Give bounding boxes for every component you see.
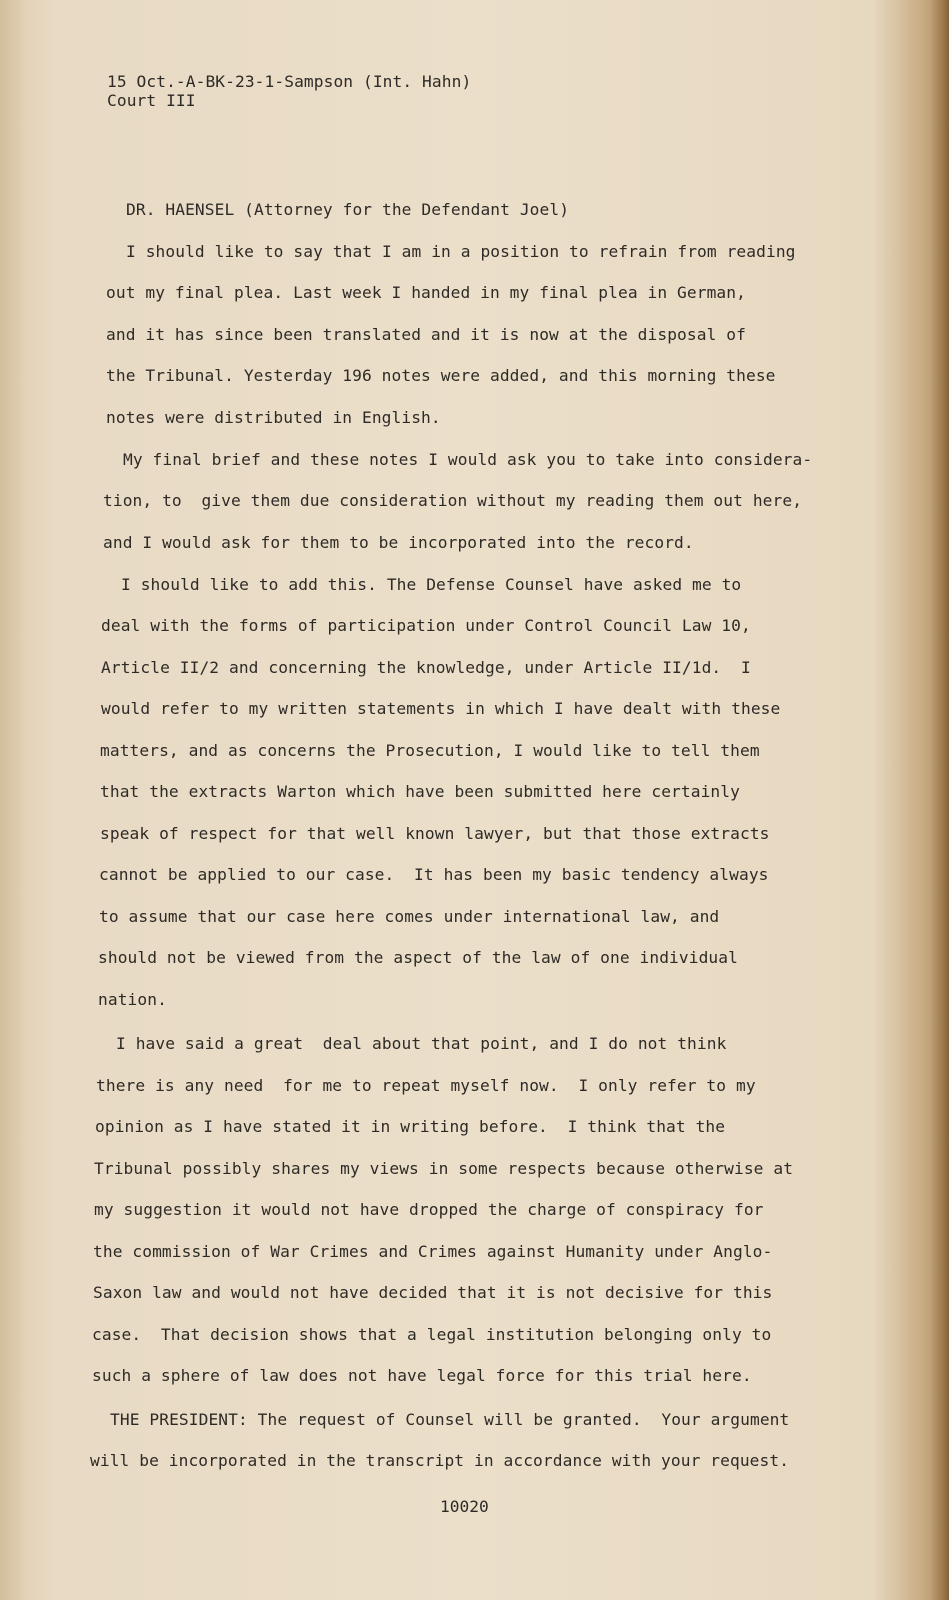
text-line: THE PRESIDENT: The request of Counsel will be granted. Your argument	[110, 1410, 790, 1429]
paper-edge-right	[931, 0, 949, 1600]
text-line: and it has since been translated and it is now at the disposal of	[106, 325, 746, 344]
header-court: Court III	[107, 91, 196, 110]
text-line: I should like to add this. The Defense Counsel have asked me to	[121, 575, 742, 594]
text-line: Saxon law and would not have decided that it is not decisive for this	[93, 1283, 773, 1302]
text-line: opinion as I have stated it in writing before. I think that the	[95, 1117, 726, 1136]
text-line: the Tribunal. Yesterday 196 notes were added, and this morning these	[106, 366, 776, 385]
text-line: that the extracts Warton which have been submitted here certainly	[100, 782, 740, 801]
text-line: notes were distributed in English.	[106, 408, 441, 427]
text-line: such a sphere of law does not have legal force for this trial here.	[92, 1366, 752, 1385]
text-line: Article II/2 and concerning the knowledge, under Article II/1d. I	[101, 658, 751, 677]
text-line: out my final plea. Last week I handed in my final plea in German,	[106, 283, 746, 302]
text-line: matters, and as concerns the Prosecution, I would like to tell them	[100, 741, 760, 760]
text-line: nation.	[98, 990, 167, 1009]
speaker-heading: DR. HAENSEL (Attorney for the Defendant Joel)	[126, 200, 570, 219]
page-number: 10020	[440, 1497, 489, 1516]
text-line: the commission of War Crimes and Crimes against Humanity under Anglo-	[93, 1242, 773, 1261]
text-line: there is any need for me to repeat myself now. I only refer to my	[96, 1076, 756, 1095]
text-line: case. That decision shows that a legal institution belonging only to	[92, 1325, 772, 1344]
text-line: and I would ask for them to be incorporated into the record.	[103, 533, 694, 552]
text-line: tion, to give them due consideration without my reading them out here,	[103, 491, 803, 510]
text-line: I have said a great deal about that point, and I do not think	[116, 1034, 727, 1053]
text-line: Tribunal possibly shares my views in some respects because otherwise at	[94, 1159, 794, 1178]
text-line: would refer to my written statements in which I have dealt with these	[101, 699, 781, 718]
text-line: I should like to say that I am in a position to refrain from reading	[126, 242, 796, 261]
text-line: deal with the forms of participation under Control Council Law 10,	[101, 616, 751, 635]
text-line: should not be viewed from the aspect of the law of one individual	[98, 948, 738, 967]
text-line: will be incorporated in the transcript in accordance with your request.	[90, 1451, 790, 1470]
text-line: cannot be applied to our case. It has been my basic tendency always	[99, 865, 769, 884]
text-line: speak of respect for that well known lawyer, but that those extracts	[100, 824, 770, 843]
text-line: my suggestion it would not have dropped the charge of conspiracy for	[94, 1200, 764, 1219]
text-line: My final brief and these notes I would ask you to take into considera-	[123, 450, 813, 469]
header-reference: 15 Oct.-A-BK-23-1-Sampson (Int. Hahn)	[107, 72, 472, 91]
paper-edge-left	[0, 0, 26, 1600]
text-line: to assume that our case here comes under international law, and	[99, 907, 720, 926]
